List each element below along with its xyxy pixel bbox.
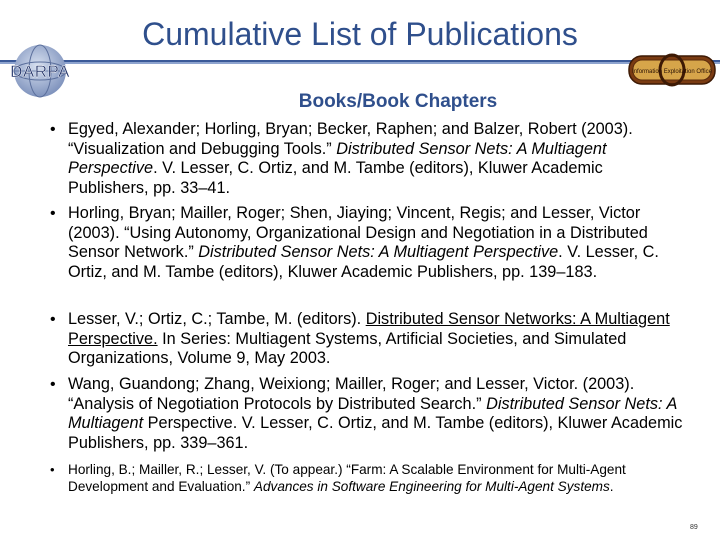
bullet-icon: •	[50, 205, 56, 222]
entry-text-run: Horling, B.; Mailler, R.; Lesser, V. (To appear.) “Farm: A Scalable Environment for Multi-Agent Development and Evaluation.”	[68, 462, 626, 494]
entry-text-run: Egyed, Alexander; Horling, Bryan; Becker, Raphen; and Balzer, Robert (2003). “Visualization and Debugging Tools.”	[68, 120, 633, 158]
entry-italic-title: Distributed Sensor Nets: A Multiagent Perspective	[68, 139, 607, 177]
entry-text-run: . V. Lesser, C. Ortiz, and M. Tambe (editors), Kluwer Academic Publishers, pp. 33–41.	[68, 159, 603, 197]
entry-underlined-title: Distributed Sensor Networks: A Multiagent Perspective.	[68, 310, 670, 348]
entry-text	[68, 120, 686, 198]
ixo-logo-text: Information Exploitation Office	[632, 69, 712, 75]
publication-entry	[50, 120, 686, 198]
section-subtitle: Books/Book Chapters	[298, 91, 498, 112]
entry-italic-title: Distributed Sensor Nets: A Multiagent Perspective	[198, 243, 559, 261]
entry-italic-title: Distributed Sensor Nets: A Multiagent	[68, 394, 677, 432]
darpa-logo-text: DARPA	[10, 62, 70, 81]
bullet-icon: •	[50, 376, 56, 393]
slide-title: Cumulative List of Publications	[142, 16, 578, 52]
bullet-icon: •	[50, 121, 56, 138]
entry-text-run: Wang, Guandong; Zhang, Weixiong; Mailler, Roger; and Lesser, Victor. (2003). “Analysis of Negotiation Protocols by Distributed Search.”	[68, 375, 635, 413]
publication-entry	[50, 204, 686, 282]
page-number: 89	[690, 524, 698, 531]
bullet-icon: •	[50, 311, 56, 328]
entry-text	[68, 462, 686, 495]
entry-text	[68, 204, 686, 282]
entry-text-run: . V. Lesser, C. Ortiz, and M. Tambe (editors), Kluwer Academic Publishers, pp. 139–183.	[68, 243, 659, 281]
entry-text	[68, 310, 686, 369]
entry-text-run: Horling, Bryan; Mailler, Roger; Shen, Jiaying; Vincent, Regis; and Lesser, Victor (2003). “Using Autonomy, Organizational Design and Negotiation in a Distributed Sensor Network.”	[68, 204, 648, 261]
entry-text-run: Perspective. V. Lesser, C. Ortiz, and M. Tambe (editors), Kluwer Academic Publishers, pp. 339–361.	[68, 414, 683, 452]
title-rule	[0, 60, 720, 64]
entry-text	[68, 375, 686, 453]
entry-text-run: .	[609, 478, 614, 494]
publication-entry	[50, 310, 686, 369]
entry-text-run: In Series: Multiagent Systems, Artificial Societies, and Simulated Organizations, Volume 9, May 2003.	[68, 329, 627, 367]
publication-entry	[50, 462, 686, 495]
bullet-icon: •	[50, 462, 55, 477]
ixo-logo	[628, 52, 716, 88]
publication-entry	[50, 375, 686, 453]
entry-italic-title: Advances in Software Engineering for Multi-Agent Systems	[253, 478, 610, 494]
entry-text-run: Lesser, V.; Ortiz, C.; Tambe, M. (editors).	[68, 310, 366, 328]
